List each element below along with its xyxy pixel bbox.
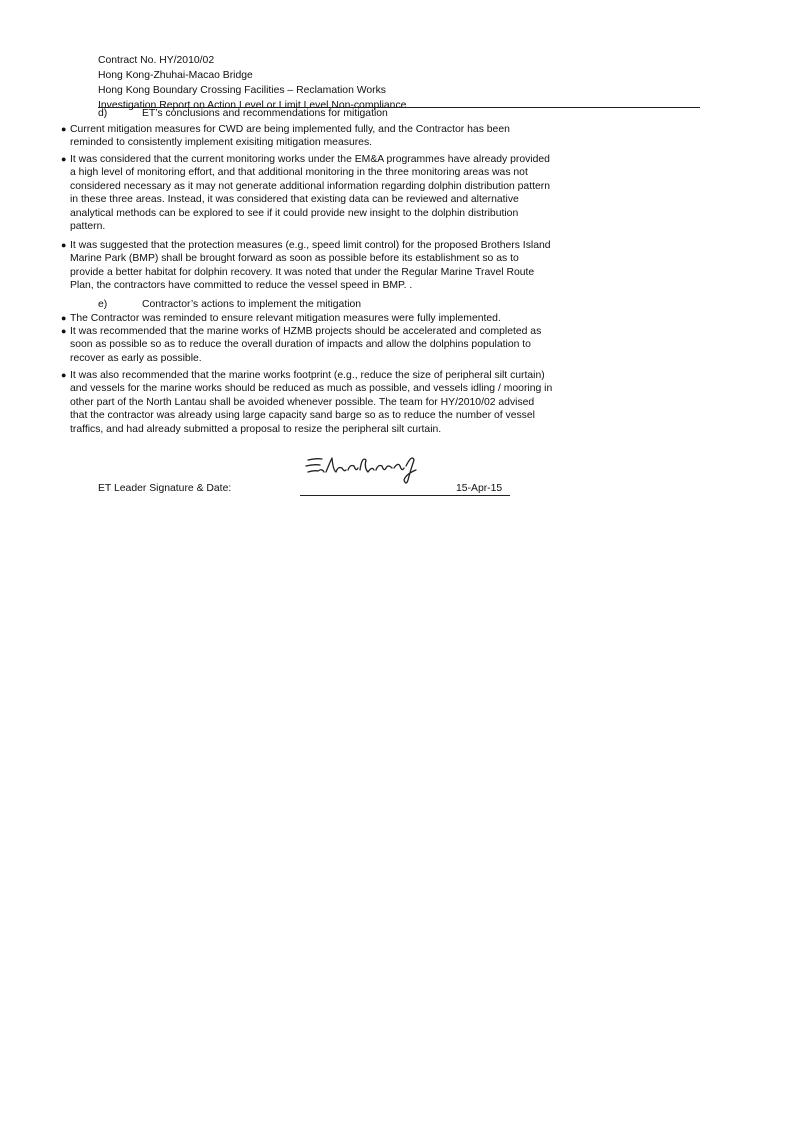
list-item — [61, 153, 601, 235]
bullet-text: It was recommended that the marine works of HZMB projects should be accelerated and completed as soon as possible so as to reduce the overall duration of impacts and allow the dolphins population to recover as early as possible. — [70, 326, 542, 364]
list-item — [61, 239, 601, 294]
bullet-icon: ● — [61, 240, 67, 250]
section-title: Contractor’s actions to implement the mitigation — [142, 299, 362, 310]
report-title: Investigation Report on Action Level or Limit Level Non-compliance — [98, 100, 407, 111]
bullet-icon: ● — [61, 154, 67, 164]
bullet-text: It was considered that the current monitoring works under the EM&A programmes have already provided a high level of monitoring effort, and that additional monitoring in the three monitoring areas was not considered necessary as it may not generate additional information regarding dolphin distribution pattern in these three areas. Instead, it was considered that existing data can be reviewed and alternative analytical methods can be explored to see if it could provide new insight to the dolphin distribution pattern. — [70, 154, 550, 233]
list-item — [61, 123, 601, 151]
document-header — [98, 53, 700, 113]
bullet-text: Current mitigation measures for CWD are being implemented fully, and the Contractor has been reminded to consistently implement exisiting mitigation measures. — [70, 124, 510, 149]
section-label: d) — [98, 108, 108, 119]
bullet-text: It was suggested that the protection measures (e.g., speed limit control) for the proposed Brothers Island Marine Park (BMP) shall be brought forward as soon as possible before its establishment so as to provide a better habitat for dolphin recovery. It was noted that under the Regular Marine Travel Route Plan, the contractors have committed to reduce the vessel speed in BMP. . — [70, 240, 551, 292]
bullet-icon: ● — [61, 370, 67, 380]
bullet-text: The Contractor was reminded to ensure relevant mitigation measures were fully implemented. — [70, 313, 501, 324]
facility-name: Hong Kong Boundary Crossing Facilities – Reclamation Works — [98, 85, 386, 96]
list-item — [61, 312, 601, 326]
section-title: ET’s conclusions and recommendations for mitigation — [142, 108, 388, 119]
bullet-text: It was also recommended that the marine works footprint (e.g., reduce the size of peripheral silt curtain) and vessels for the marine works should be reduced as much as possible, and vessels idling / mooring in other part of the North Lantau shall be avoided whenever possible. The team for HY/2010/02 advised that the contractor was already using large capacity sand barge so as to reduce the number of vessel traffics, and had already submitted a proposal to resize the peripheral silt curtain. — [70, 370, 553, 435]
list-item — [61, 369, 601, 439]
signature-label: ET Leader Signature & Date: — [98, 483, 232, 494]
contract-number: Contract No. HY/2010/02 — [98, 55, 215, 66]
list-item — [61, 325, 601, 367]
project-name: Hong Kong-Zhuhai-Macao Bridge — [98, 70, 253, 81]
bullet-icon: ● — [61, 313, 67, 323]
handwritten-signature-icon — [300, 450, 425, 488]
section-label: e) — [98, 299, 108, 310]
bullet-icon: ● — [61, 124, 67, 134]
signature-date: 15-Apr-15 — [456, 483, 503, 494]
bullet-icon: ● — [61, 326, 67, 336]
